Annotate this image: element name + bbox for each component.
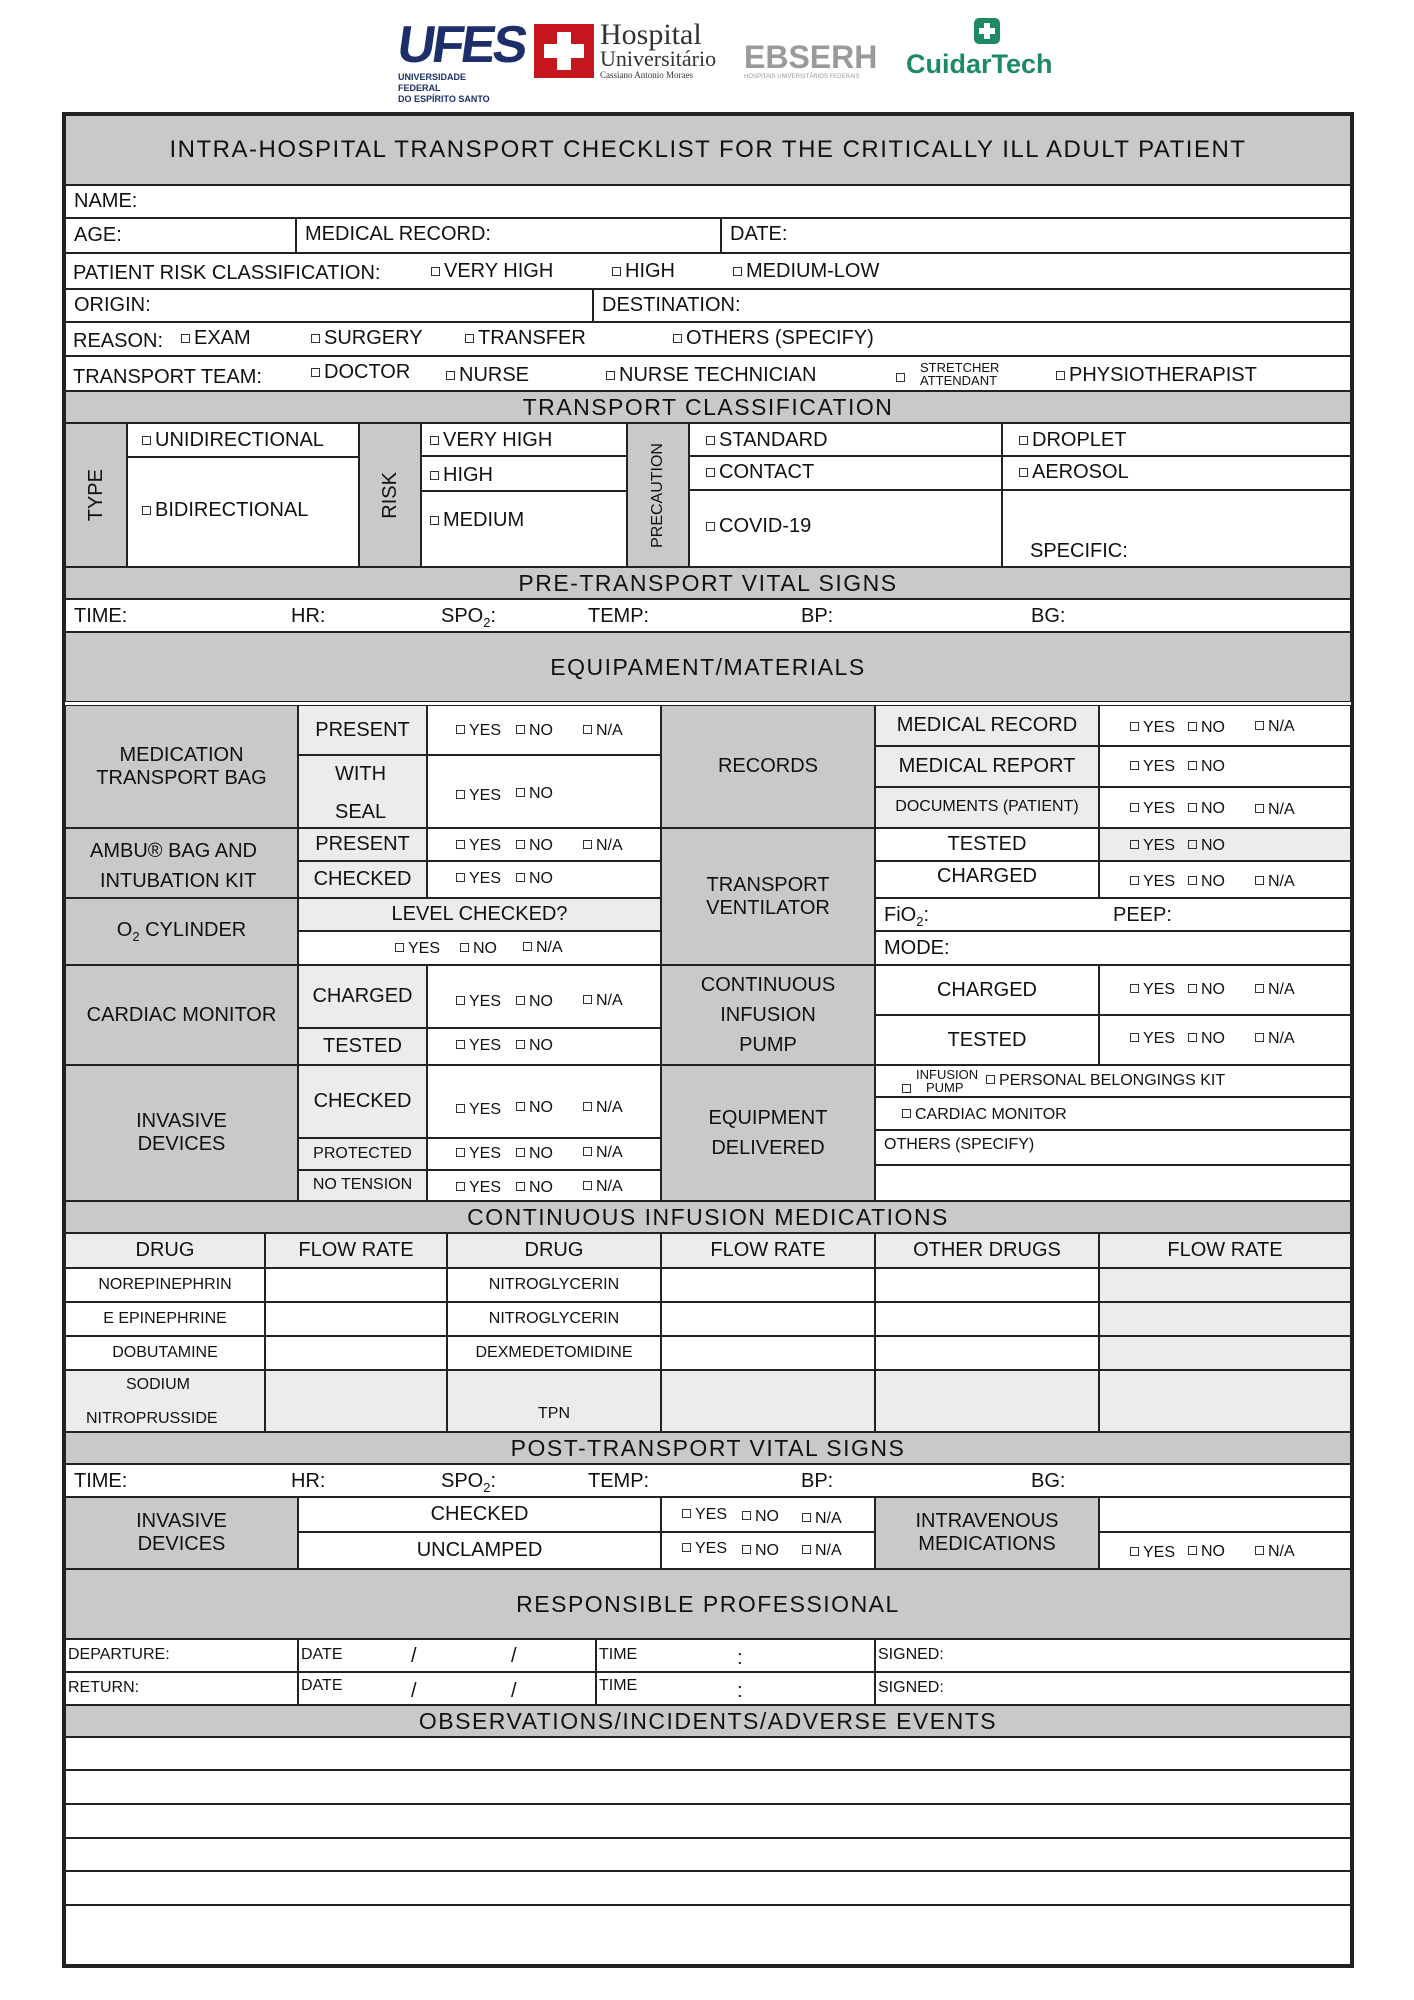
checkbox-icon bbox=[612, 267, 621, 276]
checkbox-icon bbox=[430, 516, 439, 525]
precaution-specific-field[interactable]: SPECIFIC: bbox=[1002, 490, 1351, 567]
col-flow-rate-2: FLOW RATE bbox=[661, 1233, 875, 1268]
transport-team-row bbox=[65, 356, 1351, 391]
fio2-label: FiO$_2$: bbox=[884, 904, 930, 929]
delivered-pump-belongings-row[interactable]: INFUSION PUMP PERSONAL BELONGINGS KIT bbox=[875, 1065, 1351, 1097]
checkbox-icon bbox=[583, 1181, 592, 1190]
observation-line[interactable] bbox=[65, 1838, 1351, 1871]
ambu-present-label: PRESENT bbox=[298, 828, 427, 861]
medical-report-options[interactable]: YES NO bbox=[1099, 746, 1351, 787]
checkbox-icon bbox=[456, 996, 465, 1005]
records-label: RECORDS bbox=[661, 705, 875, 828]
patient-risk-row bbox=[65, 253, 1351, 289]
precaution-covid-option[interactable]: COVID-19 bbox=[689, 490, 1002, 567]
checkbox-icon bbox=[1188, 722, 1197, 731]
bag-present-label: PRESENT bbox=[298, 705, 427, 755]
post-unclamped-options[interactable]: YES NO N/A bbox=[661, 1532, 875, 1569]
delivered-monitor-row[interactable]: CARDIAC MONITOR bbox=[875, 1097, 1351, 1130]
checkbox-icon bbox=[1188, 840, 1197, 849]
observation-line[interactable] bbox=[65, 1770, 1351, 1804]
risk-high-option[interactable]: HIGH bbox=[612, 261, 675, 281]
class-risk-medium-option[interactable]: MEDIUM bbox=[421, 491, 627, 567]
col-flow-rate-1: FLOW RATE bbox=[265, 1233, 447, 1268]
checkbox-icon bbox=[523, 942, 532, 951]
ambu-present-options[interactable]: YES NO N/A bbox=[427, 828, 661, 861]
flow-rate-cell[interactable] bbox=[1099, 1336, 1351, 1370]
checkbox-icon bbox=[311, 334, 320, 343]
checkbox-icon bbox=[1130, 984, 1139, 993]
class-risk-high-option[interactable]: HIGH bbox=[421, 456, 627, 491]
checkbox-icon bbox=[456, 840, 465, 849]
checkbox-icon bbox=[456, 790, 465, 799]
hospital-cross-icon bbox=[534, 24, 594, 78]
return-time-field[interactable]: TIME : bbox=[596, 1672, 875, 1705]
ventilator-settings-row[interactable] bbox=[875, 898, 1351, 931]
departure-label: DEPARTURE: bbox=[65, 1639, 298, 1672]
invasive-no-tension-options[interactable]: YES NO N/A bbox=[427, 1170, 661, 1201]
infusion-medications-heading: CONTINUOUS INFUSION MEDICATIONS bbox=[65, 1201, 1351, 1233]
checkbox-icon bbox=[142, 436, 151, 445]
patient-risk-label: PATIENT RISK CLASSIFICATION: bbox=[73, 262, 381, 284]
checkbox-icon bbox=[446, 371, 455, 380]
delivered-infusion-pump-option[interactable] bbox=[902, 1078, 915, 1097]
medication-bag-label: MEDICATION TRANSPORT BAG bbox=[65, 705, 298, 828]
checkbox-icon bbox=[902, 1109, 911, 1118]
ventilator-tested-options[interactable]: YES NO bbox=[1099, 828, 1351, 861]
checkbox-icon bbox=[1130, 876, 1139, 885]
precaution-aerosol-option[interactable]: AEROSOL bbox=[1002, 456, 1351, 490]
checkbox-icon bbox=[1255, 876, 1264, 885]
observation-line[interactable] bbox=[65, 1804, 1351, 1838]
ufes-mark: UFES bbox=[393, 16, 529, 74]
monitor-charged-label: CHARGED bbox=[298, 965, 427, 1028]
flow-rate-cell[interactable] bbox=[661, 1302, 875, 1336]
pre-time-label: TIME: bbox=[74, 605, 128, 627]
ebserh-logo bbox=[744, 40, 884, 80]
flow-rate-cell[interactable] bbox=[661, 1370, 875, 1432]
iv-medications-options[interactable]: YES NO N/A bbox=[1099, 1532, 1351, 1569]
checkbox-icon bbox=[311, 368, 320, 377]
pre-bg-label: BG: bbox=[1031, 605, 1066, 627]
delivered-blank-row[interactable] bbox=[875, 1165, 1351, 1201]
checkbox-icon bbox=[1188, 1546, 1197, 1555]
flow-rate-cell[interactable] bbox=[661, 1336, 875, 1370]
risk-very-high-option[interactable]: VERY HIGH bbox=[431, 261, 553, 281]
precaution-standard-option[interactable]: STANDARD bbox=[689, 423, 1002, 456]
checkbox-icon bbox=[606, 371, 615, 380]
reason-others-option[interactable]: OTHERS (SPECIFY) bbox=[673, 328, 874, 348]
observation-line[interactable] bbox=[65, 1871, 1351, 1905]
drug-dexmedetomidine: DEXMEDETOMIDINE bbox=[447, 1336, 661, 1370]
transport-classification-heading: TRANSPORT CLASSIFICATION bbox=[65, 391, 1351, 423]
bag-present-options[interactable]: YES NO N/A bbox=[427, 705, 661, 755]
pre-transport-vitals-heading: PRE-TRANSPORT VITAL SIGNS bbox=[65, 567, 1351, 599]
type-label: TYPE bbox=[65, 423, 127, 567]
type-unidirectional-option[interactable]: UNIDIRECTIONAL bbox=[127, 423, 359, 457]
risk-label: RISK bbox=[359, 423, 421, 567]
invasive-checked-label: CHECKED bbox=[298, 1065, 427, 1138]
departure-signed-field[interactable]: SIGNED: bbox=[875, 1639, 1351, 1672]
pre-bp-label: BP: bbox=[801, 605, 834, 627]
checkbox-icon bbox=[430, 436, 439, 445]
checkbox-icon bbox=[682, 1543, 691, 1552]
checkbox-icon bbox=[1056, 371, 1065, 380]
peep-label: PEEP: bbox=[1113, 904, 1172, 926]
checkbox-icon bbox=[673, 334, 682, 343]
pre-transport-vitals-row[interactable] bbox=[65, 599, 1351, 632]
destination-field[interactable]: DESTINATION: bbox=[593, 289, 1351, 322]
observations-heading: OBSERVATIONS/INCIDENTS/ADVERSE EVENTS bbox=[65, 1705, 1351, 1737]
checkbox-icon bbox=[583, 725, 592, 734]
ebserh-sub: HOSPITAIS UNIVERSITÁRIOS FEDERAIS bbox=[744, 74, 860, 80]
reason-exam-option[interactable]: EXAM bbox=[181, 328, 251, 348]
checkbox-icon bbox=[1255, 721, 1264, 730]
delivered-others-field[interactable]: OTHERS (SPECIFY) bbox=[875, 1130, 1351, 1165]
post-spo2-label: $SPO_2$: bbox=[441, 1470, 497, 1495]
checkbox-icon bbox=[516, 1102, 525, 1111]
cuidartech-logo bbox=[906, 16, 1066, 86]
checkbox-icon bbox=[1130, 761, 1139, 770]
medical-record-options[interactable]: YES NO N/A bbox=[1099, 705, 1351, 746]
flow-rate-cell[interactable] bbox=[661, 1268, 875, 1302]
checkbox-icon bbox=[583, 995, 592, 1004]
logo-bar bbox=[0, 0, 1414, 112]
transport-ventilator-label: TRANSPORT VENTILATOR bbox=[661, 828, 875, 965]
other-drug-cell[interactable] bbox=[875, 1336, 1099, 1370]
checkbox-icon bbox=[460, 943, 469, 952]
ambu-checked-options[interactable]: YES NO bbox=[427, 861, 661, 898]
checkbox-icon bbox=[1130, 1547, 1139, 1556]
post-bp-label: BP: bbox=[801, 1470, 834, 1492]
pump-tested-options[interactable]: YES NO N/A bbox=[1099, 1015, 1351, 1065]
o2-level-options[interactable]: YES NO N/A bbox=[298, 931, 661, 965]
medical-record-field[interactable]: MEDICAL RECORD: bbox=[296, 218, 721, 253]
cardiac-monitor-label: CARDIAC MONITOR bbox=[65, 965, 298, 1065]
checkbox-icon bbox=[802, 1545, 811, 1554]
checkbox-icon bbox=[733, 267, 742, 276]
ufes-logo bbox=[393, 16, 529, 104]
checkbox-icon bbox=[516, 1182, 525, 1191]
departure-time-field[interactable]: TIME : bbox=[596, 1639, 875, 1672]
flow-rate-cell[interactable] bbox=[265, 1268, 447, 1302]
checkbox-icon bbox=[742, 1545, 751, 1554]
drug-tpn: TPN bbox=[447, 1370, 661, 1432]
checkbox-icon bbox=[456, 873, 465, 882]
checkbox-icon bbox=[456, 1040, 465, 1049]
date-field[interactable]: DATE: bbox=[721, 218, 1351, 253]
checkbox-icon bbox=[142, 506, 151, 515]
flow-rate-cell[interactable] bbox=[1099, 1302, 1351, 1336]
checkbox-icon bbox=[1188, 984, 1197, 993]
ventilator-charged-options[interactable]: YES NO N/A bbox=[1099, 861, 1351, 898]
drug-epinephrine: E EPINEPHRINE bbox=[65, 1302, 265, 1336]
checkbox-icon bbox=[516, 1148, 525, 1157]
checkbox-icon bbox=[516, 873, 525, 882]
post-transport-vitals-heading: POST-TRANSPORT VITAL SIGNS bbox=[65, 1432, 1351, 1464]
checkbox-icon bbox=[431, 267, 440, 276]
ventilator-mode-field[interactable]: MODE: bbox=[875, 931, 1351, 965]
transport-team-label: TRANSPORT TEAM: bbox=[73, 366, 262, 388]
documents-label: DOCUMENTS (PATIENT) bbox=[875, 787, 1099, 828]
ufes-line-2: DO ESPÍRITO SANTO bbox=[398, 94, 490, 104]
drug-nitroglycerin-2: NITROGLYCERIN bbox=[447, 1302, 661, 1336]
checkbox-icon bbox=[516, 725, 525, 734]
equipment-delivered-label: EQUIPMENT DELIVERED bbox=[661, 1065, 875, 1201]
ebserh-mark: EBSERH bbox=[744, 39, 878, 75]
risk-medium-low-option[interactable]: MEDIUM-LOW bbox=[733, 261, 879, 281]
other-drug-cell[interactable] bbox=[875, 1370, 1099, 1432]
o2-level-checked-label: LEVEL CHECKED? bbox=[298, 898, 661, 931]
reason-transfer-option[interactable]: TRANSFER bbox=[465, 328, 586, 348]
drug-nitroglycerin-1: NITROGLYCERIN bbox=[447, 1268, 661, 1302]
monitor-tested-options[interactable]: YES NO bbox=[427, 1028, 661, 1065]
pump-tested-label: TESTED bbox=[875, 1015, 1099, 1065]
checkbox-icon bbox=[516, 996, 525, 1005]
other-drug-cell[interactable] bbox=[875, 1268, 1099, 1302]
checkbox-icon bbox=[430, 471, 439, 480]
drug-dobutamine: DOBUTAMINE bbox=[65, 1336, 265, 1370]
invasive-no-tension-label: NO TENSION bbox=[298, 1170, 427, 1201]
checkbox-icon bbox=[516, 1040, 525, 1049]
hospital-line-2: Universitário bbox=[600, 46, 717, 71]
post-checked-label: CHECKED bbox=[298, 1497, 661, 1532]
team-nurse-option[interactable]: NURSE bbox=[446, 365, 529, 385]
stretcher-label: STRETCHER bbox=[920, 360, 1000, 375]
col-drug-1: DRUG bbox=[65, 1233, 265, 1268]
ventilator-charged-label: CHARGED bbox=[875, 861, 1099, 898]
checkbox-icon bbox=[583, 840, 592, 849]
checkbox-icon bbox=[1019, 468, 1028, 477]
hospital-line-3: Cassiano Antonio Moraes bbox=[600, 70, 693, 80]
monitor-tested-label: TESTED bbox=[298, 1028, 427, 1065]
departure-date-field[interactable]: DATE / / bbox=[298, 1639, 596, 1672]
flow-rate-cell[interactable] bbox=[1099, 1268, 1351, 1302]
cuidartech-mark: CuidarTech bbox=[906, 49, 1053, 79]
documents-options[interactable]: YES NO N/A bbox=[1099, 787, 1351, 828]
checkbox-icon bbox=[583, 1147, 592, 1156]
checkbox-icon bbox=[742, 1511, 751, 1520]
checkbox-icon bbox=[1188, 876, 1197, 885]
ambu-bag-label: AMBU® BAG AND INTUBATION KIT bbox=[65, 828, 298, 898]
team-nurse-technician-option[interactable]: NURSE TECHNICIAN bbox=[606, 365, 816, 385]
flow-rate-cell[interactable] bbox=[265, 1370, 447, 1432]
checkbox-icon bbox=[1130, 1033, 1139, 1042]
checkbox-icon bbox=[1019, 436, 1028, 445]
return-signed-field[interactable]: SIGNED: bbox=[875, 1672, 1351, 1705]
medical-record-label: MEDICAL RECORD bbox=[875, 705, 1099, 746]
checkbox-icon bbox=[1255, 1546, 1264, 1555]
precaution-contact-option[interactable]: CONTACT bbox=[689, 456, 1002, 490]
age-field[interactable]: AGE: bbox=[65, 218, 296, 253]
flow-rate-cell[interactable] bbox=[1099, 1370, 1351, 1432]
pre-spo2-label: $SPO_2$: bbox=[441, 605, 497, 630]
medical-report-label: MEDICAL REPORT bbox=[875, 746, 1099, 787]
ufes-line-1: UNIVERSIDADE FEDERAL bbox=[398, 72, 467, 93]
attendant-label: ATTENDANT bbox=[920, 373, 998, 388]
return-label: RETURN: bbox=[65, 1672, 298, 1705]
observation-line[interactable] bbox=[65, 1905, 1351, 1965]
checkbox-icon bbox=[516, 788, 525, 797]
drug-sodium-nitroprusside: SODIUM NITROPRUSSIDE bbox=[65, 1370, 265, 1432]
reason-row bbox=[65, 322, 1351, 356]
hospital-line-1: Hospital bbox=[600, 18, 702, 51]
checkbox-icon bbox=[902, 1084, 911, 1093]
checkbox-icon bbox=[456, 1182, 465, 1191]
post-unclamped-label: UNCLAMPED bbox=[298, 1532, 661, 1569]
pump-charged-options[interactable]: YES NO N/A bbox=[1099, 965, 1351, 1015]
invasive-protected-options[interactable]: YES NO N/A bbox=[427, 1138, 661, 1170]
invasive-protected-label: PROTECTED bbox=[298, 1138, 427, 1170]
checkbox-icon bbox=[1130, 803, 1139, 812]
pre-hr-label: HR: bbox=[291, 605, 326, 627]
observation-line[interactable] bbox=[65, 1737, 1351, 1770]
checkbox-icon bbox=[456, 725, 465, 734]
checkbox-icon bbox=[1130, 722, 1139, 731]
reason-label: REASON: bbox=[73, 330, 164, 352]
origin-field[interactable]: ORIGIN: bbox=[65, 289, 593, 322]
post-bg-label: BG: bbox=[1031, 1470, 1066, 1492]
post-hr-label: HR: bbox=[291, 1470, 326, 1492]
form-title: INTRA-HOSPITAL TRANSPORT CHECKLIST FOR THE CRITICALLY ILL ADULT PATIENT bbox=[65, 115, 1351, 185]
checkbox-icon bbox=[986, 1075, 995, 1084]
post-temp-label: TEMP: bbox=[588, 1470, 650, 1492]
delivered-belongings-option[interactable]: PERSONAL BELONGINGS KIT bbox=[986, 1073, 1225, 1089]
checkbox-icon bbox=[706, 522, 715, 531]
o2-cylinder-label: $O_2$ CYLINDER bbox=[65, 898, 298, 965]
checkbox-icon bbox=[456, 1104, 465, 1113]
checkbox-icon bbox=[181, 334, 190, 343]
flow-rate-cell[interactable] bbox=[265, 1336, 447, 1370]
post-time-label: TIME: bbox=[74, 1470, 128, 1492]
checkbox-icon bbox=[682, 1509, 691, 1518]
ambu-checked-label: CHECKED bbox=[298, 861, 427, 898]
checkbox-icon bbox=[1130, 840, 1139, 849]
checkbox-icon bbox=[1255, 1033, 1264, 1042]
checkbox-icon bbox=[395, 943, 404, 952]
post-invasive-devices-label: INVASIVE DEVICES bbox=[65, 1497, 298, 1569]
type-bidirectional-option[interactable]: BIDIRECTIONAL bbox=[127, 457, 359, 567]
reason-surgery-option[interactable]: SURGERY bbox=[311, 328, 423, 348]
checkbox-icon bbox=[896, 373, 905, 382]
iv-medications-top-cell[interactable] bbox=[1099, 1497, 1351, 1532]
team-doctor-option[interactable]: DOCTOR bbox=[311, 362, 410, 382]
checkbox-icon bbox=[1188, 1033, 1197, 1042]
checkbox-icon bbox=[583, 1102, 592, 1111]
post-checked-options[interactable]: YES NO N/A bbox=[661, 1497, 875, 1532]
bag-with-seal-label: WITH SEAL bbox=[298, 755, 427, 828]
checkbox-icon bbox=[465, 334, 474, 343]
pre-temp-label: TEMP: bbox=[588, 605, 650, 627]
team-physiotherapist-option[interactable]: PHYSIOTHERAPIST bbox=[1056, 365, 1257, 385]
team-stretcher-attendant-option[interactable] bbox=[896, 367, 909, 387]
flow-rate-cell[interactable] bbox=[265, 1302, 447, 1336]
name-field[interactable]: NAME: bbox=[65, 185, 1351, 218]
invasive-devices-label: INVASIVE DEVICES bbox=[65, 1065, 298, 1201]
iv-medications-label: INTRAVENOUS MEDICATIONS bbox=[875, 1497, 1099, 1569]
checkbox-icon bbox=[1255, 984, 1264, 993]
return-date-field[interactable]: DATE / / bbox=[298, 1672, 596, 1705]
checkbox-icon bbox=[1188, 761, 1197, 770]
class-risk-very-high-option[interactable]: VERY HIGH bbox=[421, 423, 627, 456]
other-drug-cell[interactable] bbox=[875, 1302, 1099, 1336]
checkbox-icon bbox=[1188, 803, 1197, 812]
col-flow-rate-3: FLOW RATE bbox=[1099, 1233, 1351, 1268]
equipment-heading: EQUIPAMENT/MATERIALS bbox=[65, 632, 1351, 702]
hospital-logo bbox=[534, 20, 724, 80]
cuidartech-plus-icon bbox=[974, 18, 1000, 44]
checklist-form bbox=[62, 112, 1354, 1968]
precaution-droplet-option[interactable]: DROPLET bbox=[1002, 423, 1351, 456]
bag-seal-options[interactable]: YES NO bbox=[427, 755, 661, 828]
pump-charged-label: CHARGED bbox=[875, 965, 1099, 1015]
checkbox-icon bbox=[1255, 804, 1264, 813]
drug-norepinephrin: NOREPINEPHRIN bbox=[65, 1268, 265, 1302]
checkbox-icon bbox=[706, 468, 715, 477]
post-transport-vitals-row[interactable] bbox=[65, 1464, 1351, 1497]
col-other-drugs: OTHER DRUGS bbox=[875, 1233, 1099, 1268]
ventilator-tested-label: TESTED bbox=[875, 828, 1099, 861]
checkbox-icon bbox=[706, 436, 715, 445]
monitor-charged-options[interactable]: YES NO N/A bbox=[427, 965, 661, 1028]
col-drug-2: DRUG bbox=[447, 1233, 661, 1268]
infusion-pump-label: CONTINUOUS INFUSION PUMP bbox=[661, 965, 875, 1065]
invasive-checked-options[interactable]: YES NO N/A bbox=[427, 1065, 661, 1138]
checkbox-icon bbox=[516, 840, 525, 849]
checkbox-icon bbox=[456, 1148, 465, 1157]
precaution-label: PRECAUTION bbox=[627, 423, 689, 567]
checkbox-icon bbox=[802, 1513, 811, 1522]
responsible-professional-heading: RESPONSIBLE PROFESSIONAL bbox=[65, 1569, 1351, 1639]
